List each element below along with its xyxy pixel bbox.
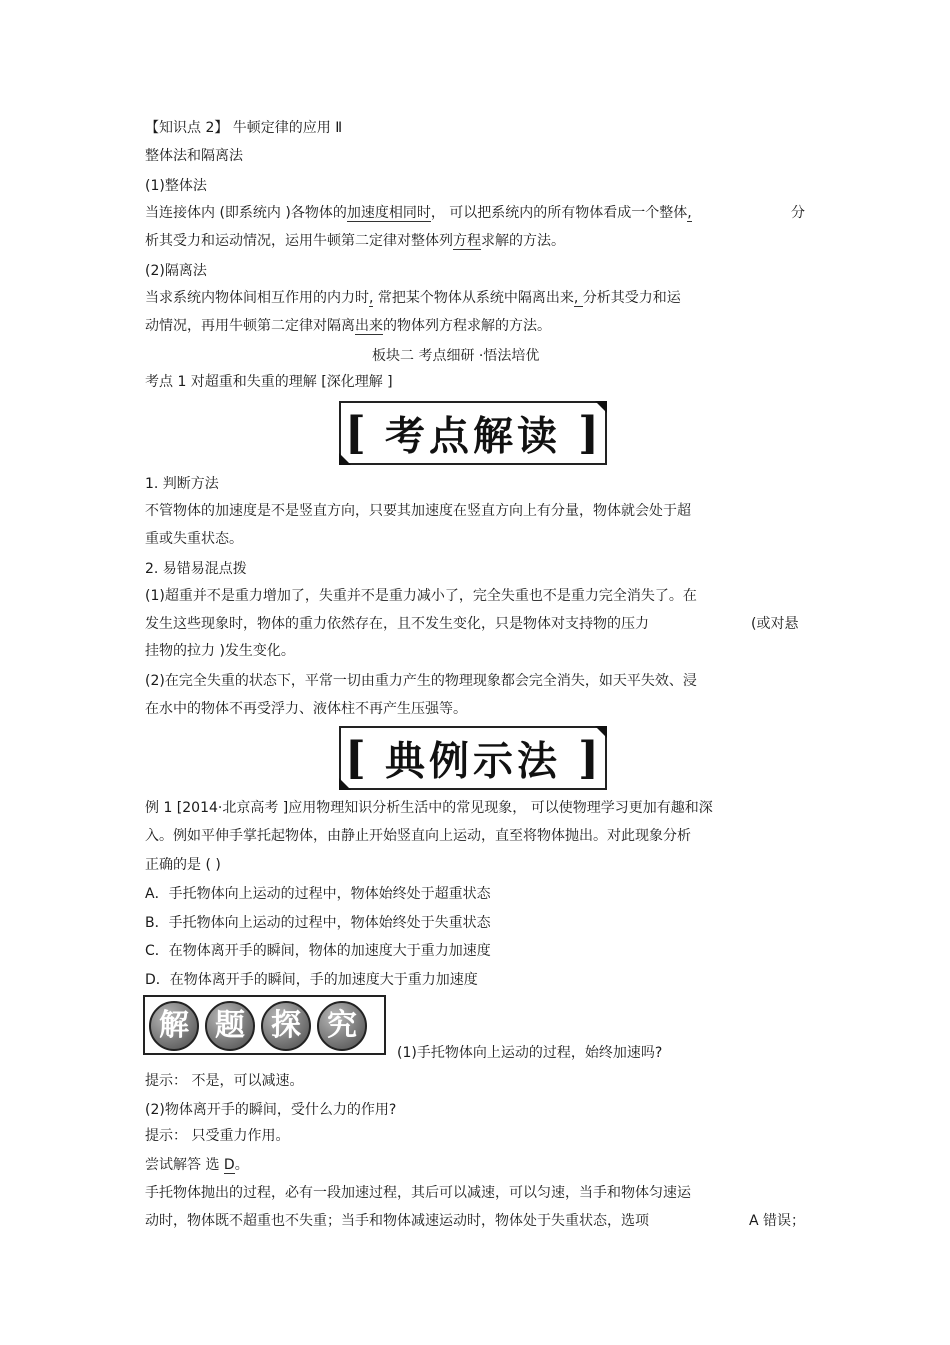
line-end-text: (或对悬 <box>751 616 799 632</box>
bracket-right: ] <box>578 408 599 459</box>
item-heading: 2. 易错易混点拨 <box>145 561 247 577</box>
answer-line: 动时，物体既不超重也不失重；当手和物体减速运动时，物体处于失重状态，选项 <box>145 1213 649 1229</box>
paragraph-line: (2)在完全失重的状态下，平常一切由重力产生的物理现象都会完全消失，如天平失效、浸 <box>145 673 697 689</box>
text: 析其受力和运动情况，运用牛顿第二定律对整体列 <box>145 233 453 249</box>
text: 常把某个物体从系统中隔离出来 <box>373 290 574 306</box>
underlined-text: , <box>369 290 374 306</box>
paragraph-line: 不管物体的加速度是不是竖直方向，只要其加速度在竖直方向上有分量，物体就会处于超 <box>145 503 691 519</box>
badge-char: 题 <box>205 1001 255 1051</box>
banner-title: 考点解读 <box>385 412 561 460</box>
paragraph-line: 发生这些现象时，物体的重力依然存在，且不发生变化，只是物体对支持物的压力 <box>145 616 649 632</box>
blank: , <box>687 205 692 221</box>
answer-choice: D <box>223 1157 235 1173</box>
option-a: A．手托物体向上运动的过程中，物体始终处于超重状态 <box>145 886 491 902</box>
hint-2: 提示： 只受重力作用。 <box>145 1128 290 1144</box>
text: 的物体列方程求解的方法。 <box>383 318 551 334</box>
paragraph-line: 挂物的拉力 )发生变化。 <box>145 643 295 659</box>
badge-problem-explore <box>143 995 386 1055</box>
banner-example <box>339 726 607 790</box>
paragraph-line: 重或失重状态。 <box>145 531 243 547</box>
bracket-right: ] <box>578 733 599 784</box>
corner-triangle <box>595 726 607 738</box>
underlined-text: 加速度相同时 <box>346 205 431 221</box>
underlined-text: 方程 <box>453 233 481 249</box>
module-title: 板块二 考点细研 ·悟法培优 <box>372 348 540 364</box>
question-line: 正确的是 ( ) <box>145 857 221 873</box>
try-answer <box>145 1156 249 1174</box>
underlined-text: , <box>573 290 583 306</box>
bracket-left: [ <box>345 733 366 784</box>
text: 当求系统内物体间相互作用的内力时 <box>145 290 369 306</box>
text: 尝试解答 选 <box>145 1157 224 1173</box>
underlined-text: 出来 <box>355 318 383 334</box>
option-c: C．在物体离开手的瞬间，物体的加速度大于重力加速度 <box>145 943 491 959</box>
paragraph-line: (1)超重并不是重力增加了，失重并不是重力减小了，完全失重也不是重力完全消失了。在 <box>145 588 697 604</box>
corner-triangle <box>339 778 351 790</box>
explore-prompt-1: (1)手托物体向上运动的过程，始终加速吗? <box>397 1045 663 1061</box>
question-line: 例 1 [2014·北京高考 ]应用物理知识分析生活中的常见现象， 可以使物理学习更加有趣和深 <box>145 800 713 816</box>
item-heading: 1. 判断方法 <box>145 476 219 492</box>
badge-char: 探 <box>261 1001 311 1051</box>
text: 求解的方法。 <box>481 233 565 249</box>
answer-line: 手托物体抛出的过程，必有一段加速过程，其后可以减速，可以匀速，当手和物体匀速运 <box>145 1185 691 1201</box>
bracket-left: [ <box>345 408 366 459</box>
hint-1: 提示： 不是，可以减速。 <box>145 1073 304 1089</box>
text: 分析其受力和运 <box>582 290 681 306</box>
paragraph-line <box>145 204 692 222</box>
paragraph-line: 在水中的物体不再受浮力、液体柱不再产生压强等。 <box>145 701 467 717</box>
option-d: D．在物体离开手的瞬间，手的加速度大于重力加速度 <box>145 972 478 988</box>
text: 。 <box>234 1157 249 1173</box>
paragraph-line <box>145 232 565 250</box>
section-title: 整体法和隔离法 <box>145 148 243 164</box>
banner-exam-point <box>339 401 607 465</box>
explore-prompt-2: (2)物体离开手的瞬间，受什么力的作用? <box>145 1102 397 1118</box>
line-end-text: 分 <box>791 205 805 221</box>
exam-point-heading: 考点 1 对超重和失重的理解 [深化理解 ] <box>145 374 393 390</box>
knowledge-point-heading: 【知识点 2】 牛顿定律的应用 Ⅱ <box>145 120 343 136</box>
corner-triangle <box>595 401 607 413</box>
subheading-isolation-method: (2)隔离法 <box>145 263 207 279</box>
text: 动情况，再用牛顿第二定律对隔离 <box>145 318 355 334</box>
option-b: B．手托物体向上运动的过程中，物体始终处于失重状态 <box>145 915 491 931</box>
banner-title: 典例示法 <box>385 737 561 785</box>
badge-char: 解 <box>149 1001 199 1051</box>
text: ， 可以把系统内的所有物体看成一个整体 <box>430 205 688 221</box>
question-line: 入。例如平伸手掌托起物体，由静止开始竖直向上运动，直至将物体抛出。对此现象分析 <box>145 828 691 844</box>
line-end-text: A 错误； <box>749 1213 806 1229</box>
paragraph-line <box>145 289 681 307</box>
badge-char: 究 <box>317 1001 367 1051</box>
paragraph-line <box>145 317 551 335</box>
text: 当连接体内 (即系统内 )各物体的 <box>145 205 347 221</box>
subheading-whole-method: (1)整体法 <box>145 178 207 194</box>
corner-triangle <box>339 453 351 465</box>
